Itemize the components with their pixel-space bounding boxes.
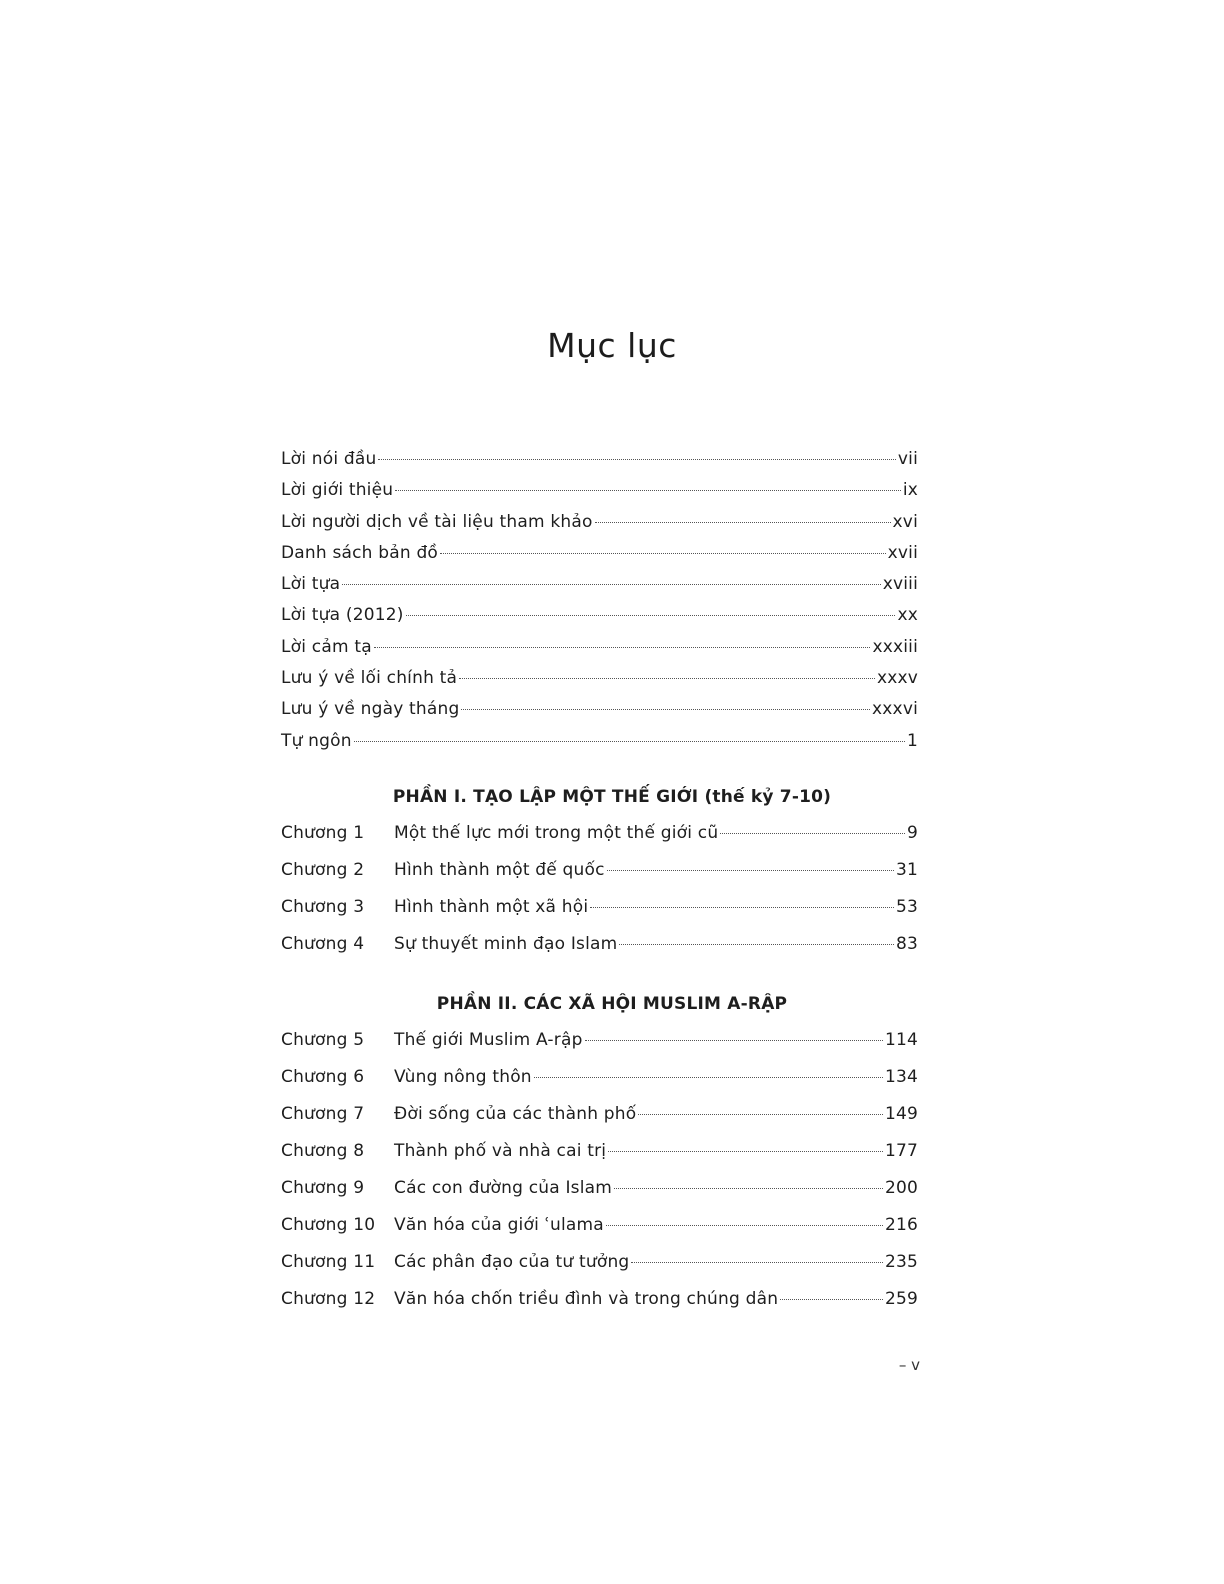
chapter-title: Hình thành một xã hội xyxy=(394,897,589,917)
dot-leader xyxy=(614,1188,883,1189)
chapter-title: Vùng nông thôn xyxy=(394,1067,532,1087)
toc-entry-title: Lời cảm tạ xyxy=(281,636,372,657)
toc-entry[interactable] xyxy=(281,699,918,730)
dot-leader xyxy=(378,459,895,460)
chapter-page: 53 xyxy=(895,897,918,917)
page-number: – v xyxy=(898,1356,920,1374)
chapter-title: Đời sống của các thành phố xyxy=(394,1104,637,1124)
toc-entry[interactable] xyxy=(281,731,918,762)
dot-leader xyxy=(459,678,875,679)
front-matter-list xyxy=(281,449,918,762)
chapter-list xyxy=(281,1030,918,1326)
chapter-entry[interactable] xyxy=(281,1252,918,1289)
dot-leader xyxy=(606,1225,883,1226)
chapter-title: Văn hóa của giới ʿulama xyxy=(394,1215,604,1235)
chapter-entry[interactable] xyxy=(281,934,918,971)
chapter-label: Chương 1 xyxy=(281,823,365,843)
chapter-page: 177 xyxy=(884,1141,918,1161)
toc-entry[interactable] xyxy=(281,543,918,574)
chapter-page: 114 xyxy=(884,1030,918,1050)
chapter-title: Các con đường của Islam xyxy=(394,1178,613,1198)
chapter-entry[interactable] xyxy=(281,1215,918,1252)
toc-entry-title: Lưu ý về lối chính tả xyxy=(281,668,458,689)
toc-entry[interactable] xyxy=(281,449,918,480)
toc-entry-page: 1 xyxy=(906,730,918,751)
chapter-entry[interactable] xyxy=(281,1030,918,1067)
chapter-label: Chương 9 xyxy=(281,1178,365,1198)
chapter-title: Một thế lực mới trong một thế giới cũ xyxy=(394,823,719,843)
dot-leader xyxy=(595,522,891,523)
chapter-label: Chương 3 xyxy=(281,897,365,917)
toc-entry-title: Lời nói đầu xyxy=(281,449,377,469)
chapter-page: 235 xyxy=(884,1252,918,1272)
toc-entry-page: ix xyxy=(902,480,918,501)
chapter-label: Chương 5 xyxy=(281,1030,365,1050)
dot-leader xyxy=(461,709,870,710)
dot-leader xyxy=(780,1299,883,1300)
chapter-page: 9 xyxy=(906,823,918,843)
chapter-title: Thế giới Muslim A-rập xyxy=(394,1030,583,1050)
toc-entry-page: xvii xyxy=(887,542,918,563)
chapter-entry[interactable] xyxy=(281,897,918,934)
toc-entry-page: xxxv xyxy=(876,668,918,689)
toc-entry[interactable] xyxy=(281,480,918,511)
dot-leader xyxy=(440,553,886,554)
toc-entry-title: Danh sách bản đồ xyxy=(281,542,439,563)
chapter-entry[interactable] xyxy=(281,1067,918,1104)
toc-entry-title: Lời tựa xyxy=(281,574,341,595)
chapter-label: Chương 4 xyxy=(281,934,365,954)
chapter-entry[interactable] xyxy=(281,860,918,897)
chapter-page: 149 xyxy=(884,1104,918,1124)
toc-entry[interactable] xyxy=(281,512,918,543)
toc-entry-title: Lời giới thiệu xyxy=(281,480,394,501)
dot-leader xyxy=(354,741,905,742)
dot-leader xyxy=(638,1114,883,1115)
toc-entry-page: xviii xyxy=(882,574,918,595)
chapter-title: Sự thuyết minh đạo Islam xyxy=(394,934,618,954)
chapter-label: Chương 12 xyxy=(281,1289,376,1309)
dot-leader xyxy=(395,490,901,491)
dot-leader xyxy=(619,944,894,945)
chapter-label: Chương 7 xyxy=(281,1104,365,1124)
page-title: Mục lục xyxy=(547,326,677,365)
dot-leader xyxy=(585,1040,883,1041)
toc-entry[interactable] xyxy=(281,574,918,605)
chapter-list xyxy=(281,823,918,971)
chapter-label: Chương 10 xyxy=(281,1215,376,1235)
chapter-page: 200 xyxy=(884,1178,918,1198)
chapter-entry[interactable] xyxy=(281,1104,918,1141)
chapter-entry[interactable] xyxy=(281,1141,918,1178)
chapter-entry[interactable] xyxy=(281,823,918,860)
toc-entry-page: xxxiii xyxy=(872,636,918,657)
chapter-label: Chương 6 xyxy=(281,1067,365,1087)
dot-leader xyxy=(374,647,871,648)
dot-leader xyxy=(631,1262,883,1263)
chapter-page: 259 xyxy=(884,1289,918,1309)
dot-leader xyxy=(608,1151,883,1152)
part-heading: PHẦN I. TẠO LẬP MỘT THẾ GIỚI (thế kỷ 7-10) xyxy=(392,787,832,807)
chapter-title: Thành phố và nhà cai trị xyxy=(394,1141,607,1161)
dot-leader xyxy=(607,870,894,871)
toc-entry-page: vii xyxy=(897,449,918,469)
chapter-page: 31 xyxy=(895,860,918,880)
dot-leader xyxy=(342,584,880,585)
toc-entry-title: Lưu ý về ngày tháng xyxy=(281,699,460,720)
toc-entry[interactable] xyxy=(281,605,918,636)
chapter-title: Các phân đạo của tư tưởng xyxy=(394,1252,630,1272)
chapter-title: Hình thành một đế quốc xyxy=(394,860,605,880)
dot-leader xyxy=(406,615,896,616)
toc-entry[interactable] xyxy=(281,637,918,668)
toc-entry-title: Lời người dịch về tài liệu tham khảo xyxy=(281,511,593,532)
dot-leader xyxy=(720,833,905,834)
chapter-label: Chương 8 xyxy=(281,1141,365,1161)
dot-leader xyxy=(590,907,894,908)
chapter-page: 83 xyxy=(895,934,918,954)
part-heading: PHẦN II. CÁC XÃ HỘI MUSLIM A-RẬP xyxy=(436,994,788,1014)
toc-entry[interactable] xyxy=(281,668,918,699)
chapter-entry[interactable] xyxy=(281,1178,918,1215)
toc-entry-page: xxxvi xyxy=(872,699,918,720)
chapter-label: Chương 2 xyxy=(281,860,365,880)
toc-entry-page: xvi xyxy=(892,511,918,532)
chapter-entry[interactable] xyxy=(281,1289,918,1326)
chapter-label: Chương 11 xyxy=(281,1252,376,1272)
toc-entry-page: xx xyxy=(897,605,918,626)
chapter-page: 216 xyxy=(884,1215,918,1235)
chapter-title: Văn hóa chốn triều đình và trong chúng dân xyxy=(394,1289,779,1309)
chapter-page: 134 xyxy=(884,1067,918,1087)
toc-entry-title: Tự ngôn xyxy=(281,730,352,751)
toc-entry-title: Lời tựa (2012) xyxy=(281,605,404,626)
dot-leader xyxy=(534,1077,883,1078)
